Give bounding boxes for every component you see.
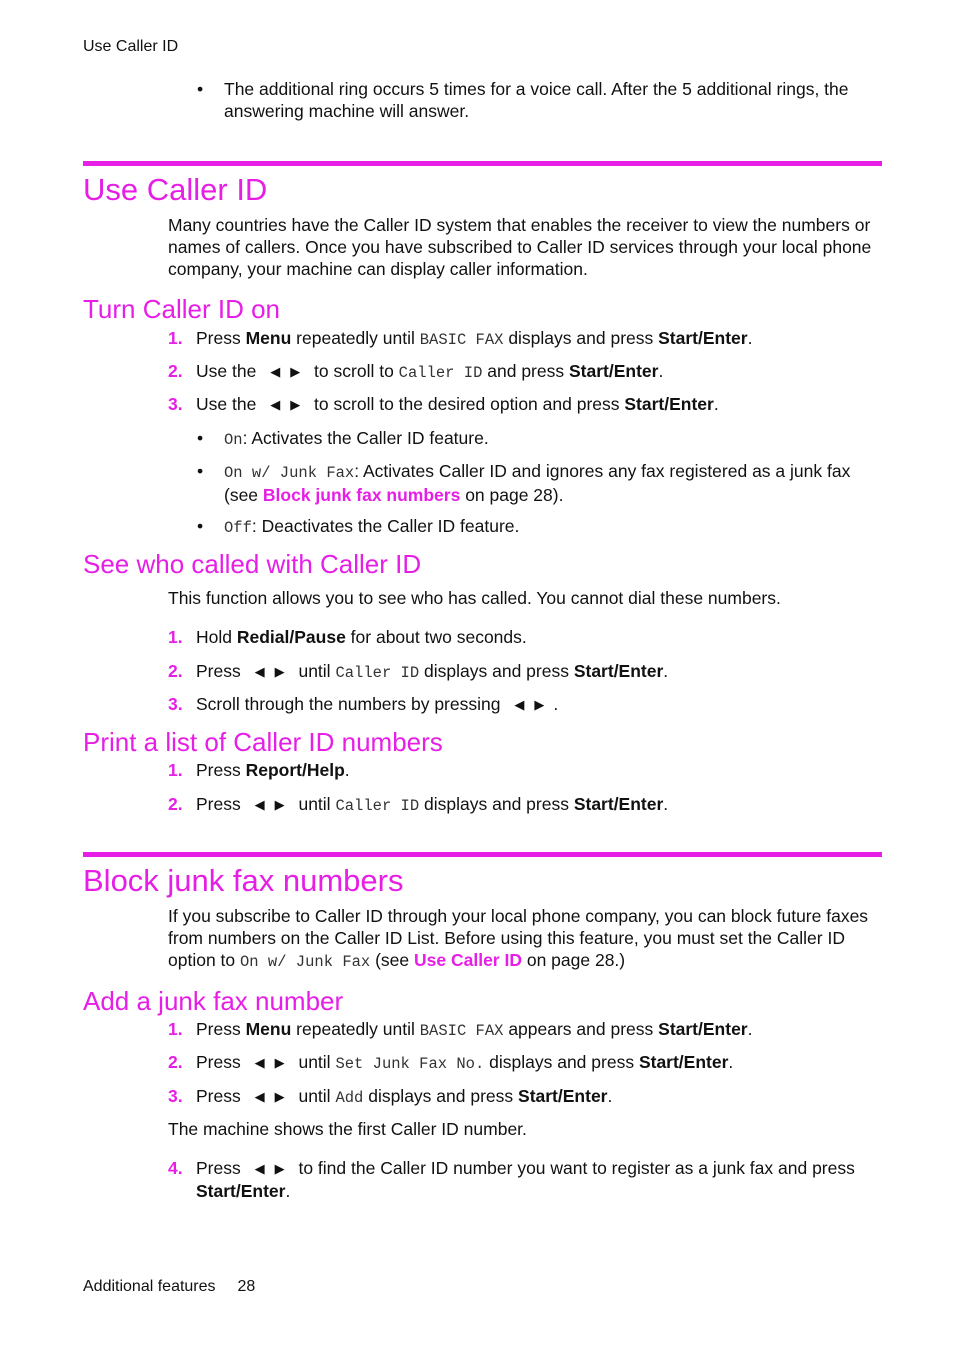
section-title-block-junk: Block junk fax numbers — [83, 863, 404, 898]
display-code: Set Junk Fax No. — [335, 1055, 485, 1073]
scroll-arrows-icon — [265, 394, 305, 416]
section-rule — [83, 161, 882, 166]
step-text: Press Report/Help. — [196, 760, 350, 780]
scroll-arrows-icon — [250, 1052, 290, 1074]
step-text: Use the ◀ ▶ to scroll to Caller ID and press Start/Enter. — [196, 361, 664, 382]
left-arrow-icon: ◀ — [270, 397, 281, 412]
scroll-arrows-icon — [265, 361, 305, 383]
right-arrow-icon: ▶ — [274, 1161, 285, 1176]
step-text: Press ◀ ▶ until Set Junk Fax No. displays and press Start/Enter. — [196, 1052, 734, 1073]
bullet-dot: • — [197, 461, 204, 481]
step-text: Press ◀ ▶ to find the Caller ID number you want to register as a junk fax and press Start/Enter. — [196, 1158, 855, 1201]
right-arrow-icon: ▶ — [274, 664, 285, 679]
right-arrow-icon: ▶ — [290, 397, 301, 412]
bullet-dot: • — [197, 516, 204, 536]
step-text: Press Menu repeatedly until BASIC FAX appears and press Start/Enter. — [196, 1019, 753, 1040]
display-code: Caller ID — [335, 797, 420, 815]
step-number: 1. — [168, 760, 183, 780]
scroll-arrows-icon — [250, 1158, 290, 1180]
subsection-title-add-junk: Add a junk fax number — [83, 986, 344, 1016]
section-title-use-caller-id: Use Caller ID — [83, 172, 268, 207]
step-text: Hold Redial/Pause for about two seconds. — [196, 627, 527, 647]
left-arrow-icon: ◀ — [254, 664, 265, 679]
link-block-junk-fax[interactable]: Block junk fax numbers — [262, 485, 461, 505]
scroll-arrows-icon — [250, 794, 290, 816]
display-code: BASIC FAX — [419, 331, 504, 349]
step-number: 2. — [168, 361, 183, 381]
link-use-caller-id[interactable]: Use Caller ID — [414, 950, 522, 970]
display-code: Caller ID — [398, 364, 483, 382]
step-number: 1. — [168, 627, 183, 647]
running-header: Use Caller ID — [83, 38, 179, 55]
option-text: Off: Deactivates the Caller ID feature. — [224, 516, 520, 537]
subsection-title-turn-on: Turn Caller ID on — [83, 294, 280, 324]
scroll-arrows-icon — [509, 694, 549, 716]
page-footer — [83, 1278, 255, 1296]
page-number: 28 — [237, 1278, 256, 1295]
section-rule — [83, 852, 882, 857]
step-text: Press Menu repeatedly until BASIC FAX displays and press Start/Enter. — [196, 328, 753, 349]
display-code: Caller ID — [335, 664, 420, 682]
subsection-title-print-list: Print a list of Caller ID numbers — [83, 727, 443, 757]
step-number: 1. — [168, 328, 183, 348]
step-text: Scroll through the numbers by pressing ◀ ▶ . — [196, 694, 559, 714]
right-arrow-icon: ▶ — [274, 797, 285, 812]
subsection-title-see-who: See who called with Caller ID — [83, 549, 422, 579]
step-text: Press ◀ ▶ until Caller ID displays and press Start/Enter. — [196, 661, 669, 682]
right-arrow-icon: ▶ — [274, 1055, 285, 1070]
right-arrow-icon: ▶ — [290, 364, 301, 379]
step-number: 3. — [168, 1086, 183, 1106]
step-text: Use the ◀ ▶ to scroll to the desired option and press Start/Enter. — [196, 394, 719, 414]
step-number: 2. — [168, 661, 183, 681]
left-arrow-icon: ◀ — [270, 364, 281, 379]
left-arrow-icon: ◀ — [254, 797, 265, 812]
scroll-arrows-icon — [250, 661, 290, 683]
left-arrow-icon: ◀ — [254, 1089, 265, 1104]
step-number: 3. — [168, 394, 183, 414]
step-number: 1. — [168, 1019, 183, 1039]
step-number: 2. — [168, 794, 183, 814]
step-number: 3. — [168, 694, 183, 714]
step-number: 2. — [168, 1052, 183, 1072]
scroll-arrows-icon — [250, 1086, 290, 1108]
left-arrow-icon: ◀ — [514, 697, 525, 712]
footer-section-name: Additional features — [83, 1278, 216, 1295]
intro-bullet-text: The additional ring occurs 5 times for a voice call. After the 5 additional rings, the answering machine will answer. — [224, 79, 849, 121]
block-junk-paragraph: If you subscribe to Caller ID through your local phone company, you can block future faxes from numbers on the Caller ID List. Before using this feature, you must set the Caller ID option to On w/ Junk Fax (see Use Caller ID on page 28.) — [168, 906, 869, 971]
step-text: Press ◀ ▶ until Caller ID displays and press Start/Enter. — [196, 794, 669, 815]
use-caller-id-paragraph: Many countries have the Caller ID system that enables the receiver to view the numbers or names of callers. Once you have subscribed to Caller ID services through your local phone company, your machine can display caller information. — [168, 215, 872, 279]
bullet-dot: • — [197, 428, 204, 448]
left-arrow-icon: ◀ — [254, 1161, 265, 1176]
display-code: Add — [335, 1089, 364, 1107]
bullet-dot: • — [197, 79, 204, 99]
display-code: BASIC FAX — [419, 1022, 504, 1040]
see-who-paragraph: This function allows you to see who has called. You cannot dial these numbers. — [168, 588, 781, 608]
option-text: On w/ Junk Fax: Activates Caller ID and ignores any fax registered as a junk fax (see Block junk fax numbers on page 28). — [224, 461, 851, 505]
step-text: Press ◀ ▶ until Add displays and press Start/Enter. — [196, 1086, 613, 1107]
right-arrow-icon: ▶ — [534, 697, 545, 712]
option-text: On: Activates the Caller ID feature. — [224, 428, 489, 449]
step-number: 4. — [168, 1158, 183, 1178]
left-arrow-icon: ◀ — [254, 1055, 265, 1070]
add-junk-note: The machine shows the first Caller ID number. — [168, 1119, 527, 1139]
right-arrow-icon: ▶ — [274, 1089, 285, 1104]
